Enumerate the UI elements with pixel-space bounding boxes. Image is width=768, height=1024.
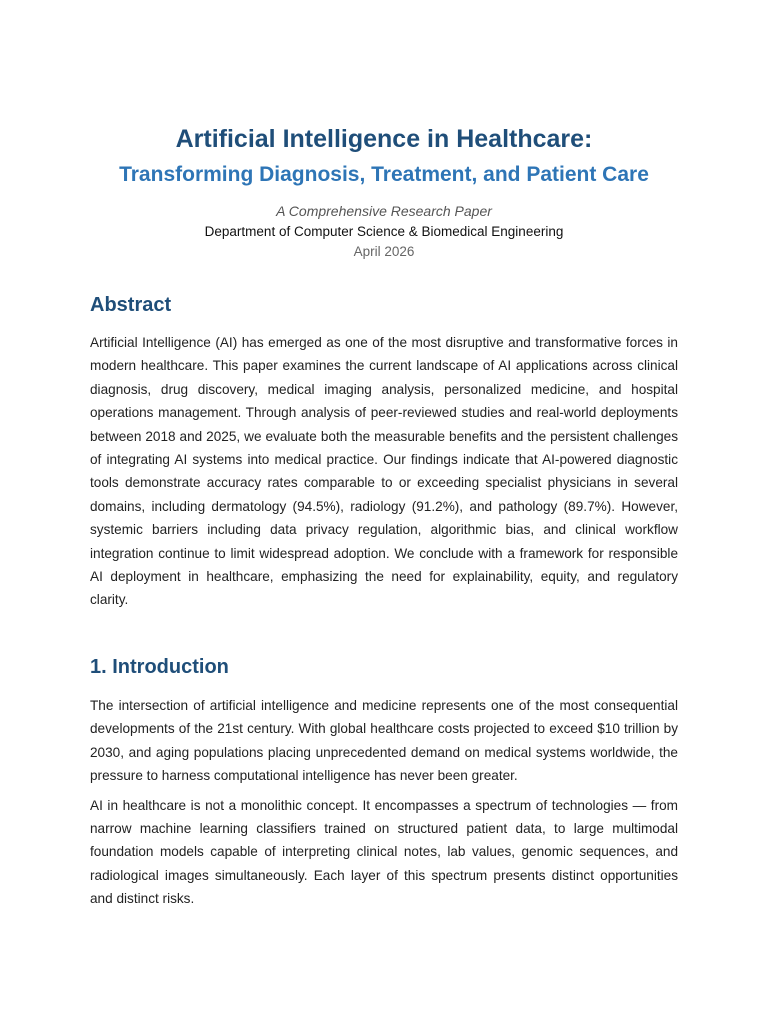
introduction-paragraph: AI in healthcare is not a monolithic concept. It encompasses a spectrum of technologies — from narrow machine learning classifiers trained on structured patient data, to large multimodal foundation models capable of interpreting clinical notes, lab values, genomic sequences, and radiological images simultaneously. Each layer of this spectrum presents distinct opportunities and distinct risks. <box>90 797 678 907</box>
paper-header <box>0 124 768 261</box>
abstract-text: Artificial Intelligence (AI) has emerged as one of the most disruptive and transformative forces in modern healthcare. This paper examines the current landscape of AI applications across clinical diagnosis, drug discovery, medical imaging analysis, personalized medicine, and hospital operations management. Through analysis of peer-reviewed studies and real-world deployments between 2018 and 2025, we evaluate both the measurable benefits and the persistent challenges of integrating AI systems into medical practice. Our findings indicate that AI-powered diagnostic tools demonstrate accuracy rates comparable to or exceeding specialist physicians in several domains, including dermatology (94.5%), radiology (91.2%), and pathology (89.7%). However, systemic barriers including data privacy regulation, algorithmic bias, and clinical workflow integration continue to limit widespread adoption. We conclude with a framework for responsible AI deployment in healthcare, emphasizing the need for explainability, equity, and regulatory clarity. <box>90 335 678 608</box>
abstract-heading: Abstract <box>90 294 172 316</box>
introduction-heading: 1. Introduction <box>90 656 229 678</box>
publication-date: April 2026 <box>353 244 415 259</box>
introduction-section <box>90 655 678 911</box>
paper-type: A Comprehensive Research Paper <box>276 203 492 219</box>
abstract-section <box>90 293 678 612</box>
paper-subtitle: Transforming Diagnosis, Treatment, and Patient Care <box>119 163 649 186</box>
introduction-paragraph: The intersection of artificial intelligence and medicine represents one of the most consequential developments of the 21st century. With global healthcare costs projected to exceed $10 trillion by 2030, and aging populations placing unprecedented demand on medical systems worldwide, the pressure to harness computational intelligence has never been greater. <box>90 698 678 784</box>
department: Department of Computer Science & Biomedical Engineering <box>204 224 564 239</box>
paper-title: Artificial Intelligence in Healthcare: <box>175 125 593 153</box>
